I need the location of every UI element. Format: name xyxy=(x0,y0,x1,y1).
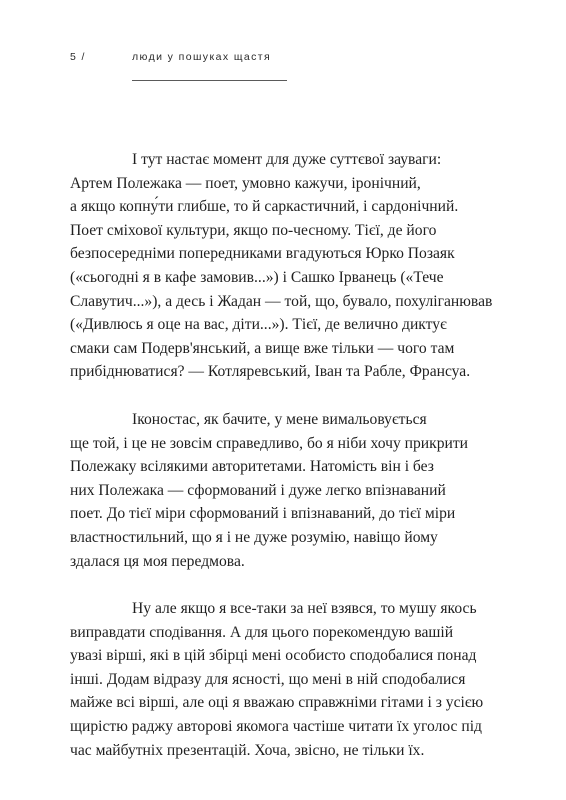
text-line: смаки сам Подерв'янський, а вище вже тільки — чого там xyxy=(70,339,455,357)
text-line: властностильний, що я і не дуже розумію, навіщо йому xyxy=(70,528,438,546)
text-line: час майбутніх презентацій. Хоча, звісно, не тільки їх. xyxy=(70,741,425,759)
paragraph-3 xyxy=(70,597,502,762)
paragraph-2 xyxy=(70,408,502,573)
text-line: безпосередніми попередниками вгадуються Юрко Позаяк xyxy=(70,245,455,263)
text-line: увазі вірші, які в цій збірці мені особисто сподобалися понад xyxy=(70,647,477,665)
text-line: майже всі вірші, але оці я вважаю справжніми гітами і з усією xyxy=(70,694,484,712)
text-line: ще той, і це не зовсім справедливо, бо я ніби хочу прикрити xyxy=(70,434,469,452)
text-line: («Дивлюсь я оце на вас, діти...»). Тієї, де величнo диктує xyxy=(70,316,447,334)
text-line: щирістю раджу авторові якомога частіше читати їх уголос під xyxy=(70,718,482,736)
text-line: І тут настає момент для дуже суттєвої зауваги: xyxy=(132,151,442,168)
header-rule xyxy=(132,80,287,81)
text-line: Славутич...»), а десь і Жадан — той, що, бувало, похуліганював xyxy=(70,292,493,310)
text-line: них Полежака — сформований і дуже легко впізнаваний xyxy=(70,481,446,499)
text-line: інші. Додам відразу для ясності, що мені в ній сподобалися xyxy=(70,670,466,688)
running-title: люди у пошуках щастя xyxy=(132,51,272,63)
text-line: Поет сміхової культури, якщо по-чесному. Тієї, де його xyxy=(70,221,437,239)
text-line: поет. До тієї міри сформований і впізнаваний, до тієї міри xyxy=(70,505,456,523)
text-line: Артем Полежака — поет, умовно кажучи, іронічний, xyxy=(70,174,421,192)
page-number: 5 / xyxy=(70,51,86,63)
text-line: здалася ця моя передмова. xyxy=(70,552,245,570)
paragraph-1 xyxy=(70,148,502,384)
text-line: виправдати сподівання. А для цього порекомендую вашій xyxy=(70,623,454,641)
text-line: прибіднюватися? — Котляревський, Іван та Рабле, Франсуа. xyxy=(70,363,471,381)
text-line: Іконостас, як бачите, у мене вимальовується xyxy=(132,410,427,428)
text-line: а якщо копну́ти глибше, то й саркастичний, і сардонічний. xyxy=(70,198,459,216)
body-text xyxy=(70,148,502,786)
text-line: («сьогодні я в кафе замовив...») і Сашко Ірванець («Тече xyxy=(70,268,444,286)
text-line: Ну але якщо я все-таки за неї взявся, то мушу якось xyxy=(132,600,477,618)
text-line: Полежаку всілякими авторитетами. Натомість він і без xyxy=(70,458,434,476)
